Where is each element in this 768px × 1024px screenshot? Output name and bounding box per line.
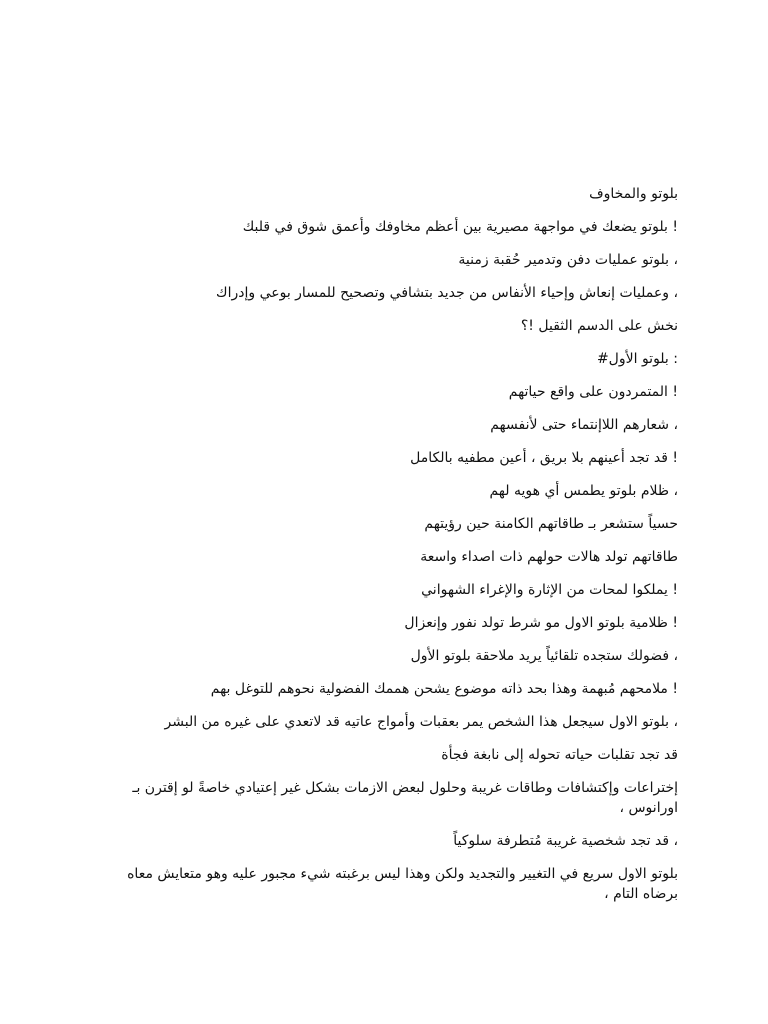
paragraph: حسياً ستشعر بـ طاقاتهم الكامنة حين رؤيتهم	[424, 516, 678, 532]
paragraph: ، قد تجد شخصية غريبة مُتطرفة سلوكياً	[453, 833, 678, 849]
paragraph: ، شعارهم اللاإنتماء حتى لأنفسهم	[490, 417, 678, 433]
paragraph: ، ظلام بلوتو يطمس أي هويه لهم	[489, 483, 678, 499]
paragraph: بلوتو الاول سريع في التغيير والتجديد ولكن وهذا ليس برغبته شيء مجبور عليه وهو متعايش معاه برضاه التام ،	[127, 866, 678, 902]
paragraph: ، بلوتو الاول سيجعل هذا الشخص يمر بعقبات وأمواج عاتيه قد لاتعدي على غيره من البشر	[164, 714, 678, 730]
paragraph: ! ظلامية بلوتو الاول مو شرط تولد نفور وإنعزال	[404, 615, 678, 631]
paragraph: نخش على الدسم الثقيل !؟	[520, 318, 678, 334]
paragraph-heading: : بلوتو الأول#	[596, 351, 678, 367]
paragraph: ! قد تجد أعينهم بلا بريق ، أعين مطفيه بالكامل	[410, 450, 678, 466]
paragraph: ! المتمردون على واقع حياتهم	[508, 384, 678, 400]
document-body	[88, 184, 678, 917]
paragraph: ، بلوتو عمليات دفن وتدمير حُقبة زمنية	[458, 252, 678, 268]
paragraph: قد تجد تقلبات حياته تحوله إلى نابغة فجأة	[441, 747, 678, 763]
paragraph: طاقاتهم تولد هالات حولهم ذات اصداء واسعة	[420, 549, 678, 565]
paragraph: ، فضولك ستجده تلقائياً يريد ملاحقة بلوتو الأول	[410, 648, 678, 664]
paragraph: إختراعات وإكتشافات وطاقات غريبة وحلول لبعض الازمات بشكل غير إعتيادي خاصةً لو إقترن بـ اورانوس ،	[132, 780, 678, 816]
paragraph: ! ملامحهم مُبهمة وهذا بحد ذاته موضوع يشحن هممك الفضولية نحوهم للتوغل بهم	[210, 681, 678, 697]
paragraph-title: بلوتو والمخاوف	[589, 186, 678, 202]
paragraph: ، وعمليات إنعاش وإحياء الأنفاس من جديد بتشافي وتصحيح للمسار بوعي وإدراك	[216, 285, 678, 301]
paragraph: ! يملكوا لمحات من الإثارة والإغراء الشهواني	[421, 582, 678, 598]
paragraph: ! بلوتو يضعك في مواجهة مصيرية بين أعظم مخاوفك وأعمق شوق في قلبك	[242, 219, 678, 235]
